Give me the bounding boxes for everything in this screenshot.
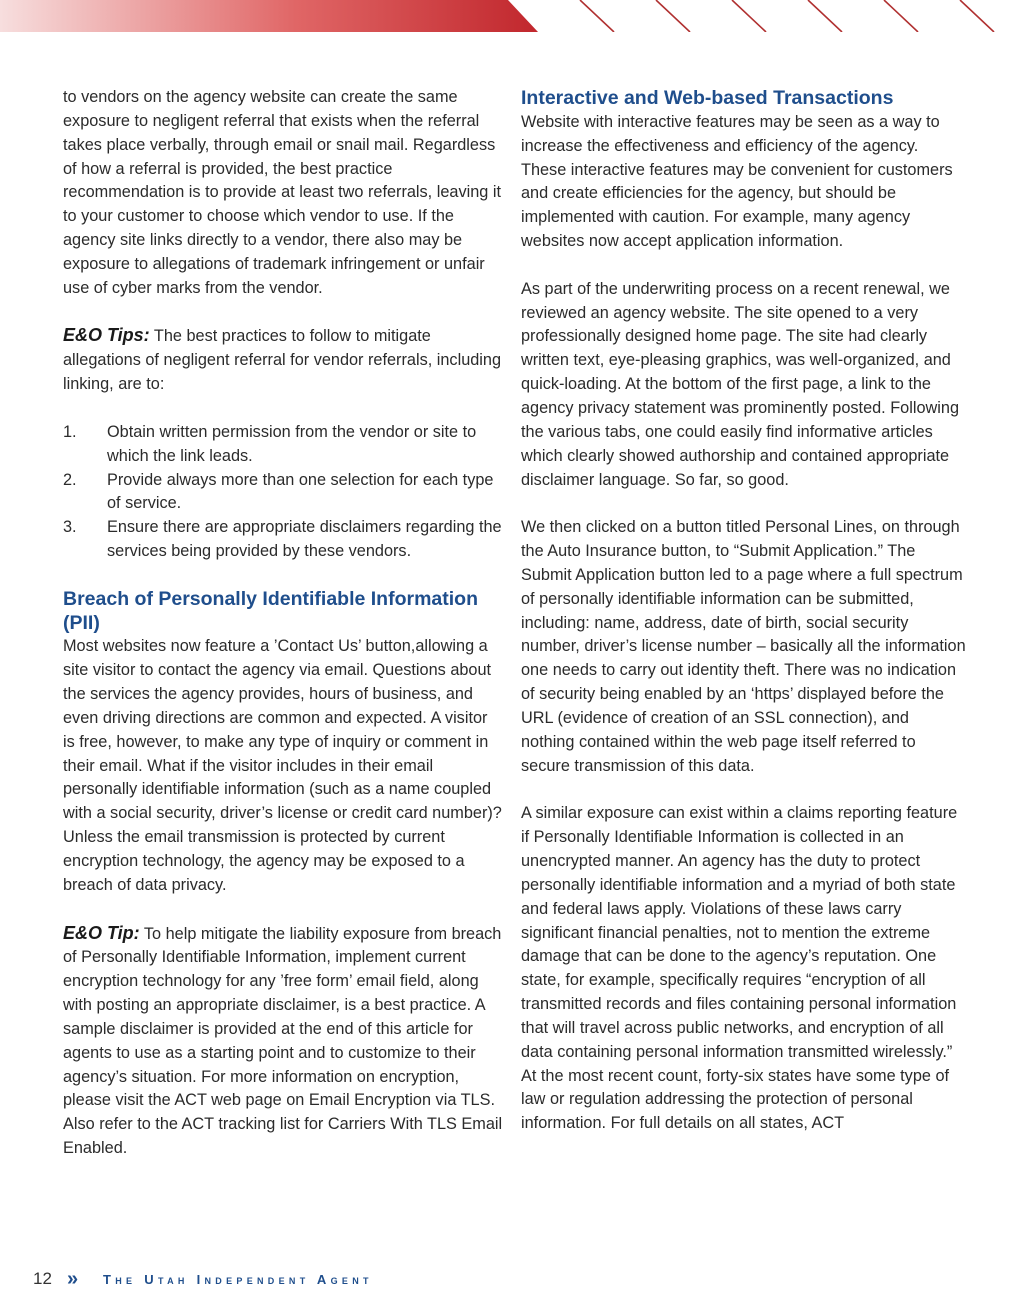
interactive-paragraph-4: A similar exposure can exist within a claims reporting feature if Personally Identifiable Information is collected in an unencrypted manner. An agency has the duty to protect personally identifiable information and a myriad of both state and federal laws apply. Violations of these laws carry significant financial penalties, not to mention the extreme damage that can be done to the agency’s reputation. One state, for example, specifically requires “encryption of all transmitted records and files containing personal information that will travel across public networks, and encryption of all data containing personal information transmitted wirelessly.” At the most recent count, forty-six states have some type of law or regulation addressing the protection of personal information. For full details on all states, ACT (521, 804, 958, 1133)
header-stripes (580, 0, 994, 32)
interactive-paragraph-1: Website with interactive features may be seen as a way to increase the effectiveness and efficiency of the agency. These interactive features may be convenient for customers and create efficiencies for the agency, but should be implemented with caution. For example, many agency websites now accept application information. (521, 112, 953, 251)
list-item (63, 516, 503, 564)
list-item-number: 3. (63, 518, 77, 537)
double-chevron-icon: » (67, 1267, 77, 1290)
eo-tips-text: The best practices to follow to mitigate allegations of negligent referral for vendor referrals, including linking, are to: (63, 327, 502, 394)
eo-tip-label: E&O Tip: (63, 922, 140, 943)
interactive-paragraph-3: We then clicked on a button titled Personal Lines, on through the Auto Insurance button, to “Submit Application.” The Submit Application button led to a page where a full spectrum of personally identifiable information can be submitted, including: name, address, date of birth, social security number, driver’s license number – basically all the information one needs to carry out identity theft. There was no indication of security being enabled by an ‘https’ displayed before the URL (evidence of creation of an SSL connection), and nothing contained within the web page itself referred to secure transmission of this data. (521, 518, 966, 775)
header-band (0, 0, 1024, 32)
interactive-heading: Interactive and Web-based Transactions (521, 87, 894, 109)
right-column (521, 86, 966, 1136)
interactive-paragraph-2: As part of the underwriting process on a recent renewal, we reviewed an agency website. The site opened to a very professionally designed home page. The site had clearly written text, eye-pleasing graphics, was well-organized, and quick-loading. At the bottom of the first page, a link to the agency privacy statement was prominently posted. Following the various tabs, one could easily find informative articles which clearly showed authorship and contained appropriate disclaimer language. So far, so good. (521, 279, 959, 489)
pii-heading: Breach of Personally Identifiable Information (PII) (63, 587, 478, 634)
left-column (63, 86, 503, 1161)
list-item (63, 469, 503, 517)
list-item-number: 2. (63, 470, 77, 489)
intro-paragraph: to vendors on the agency website can create the same exposure to negligent referral that exists when the referral takes place verbally, through email or snail mail. Regardless of how a referral is provided, the best practice recommendation is to provide at least two referrals, leaving it to your customer to choose which vendor to use. If the agency site links directly to a vendor, there also may be exposure to allegations of trademark infringement or unfair use of cyber marks from the vendor. (63, 88, 501, 297)
list-item (63, 421, 503, 469)
eo-tip-text: To help mitigate the liability exposure from breach of Personally Identifiable Information, implement current encryption technology for any ’free form’ email field, along with posting an appropriate disclaimer, is a best practice. A sample disclaimer is provided at the end of this article for agents to use as a starting point and to customize to their agency’s situation. For more information on encryption, please visit the ACT web page on Email Encryption via TLS. Also refer to the ACT tracking list for Carriers With TLS Email Enabled. (63, 924, 503, 1158)
eo-tips-paragraph (63, 324, 503, 397)
list-item-text: Ensure there are appropriate disclaimers regarding the services being provided by these vendors. (107, 518, 502, 561)
header-red-band (0, 0, 538, 32)
pii-paragraph: Most websites now feature a ’Contact Us’ button,allowing a site visitor to contact the agency via email. Questions about the services the agency provides, hours of business, and even driving directions are common and expected. A visitor is free, however, to make any type of inquiry or comment in their email. What if the visitor includes in their email personally identifiable information (such as a name coupled with a social security, driver’s license or credit card number)? Unless the email transmission is protected by current encryption technology, the agency may be exposed to a breach of data privacy. (63, 637, 502, 894)
eo-tip-paragraph (63, 922, 503, 1161)
publication-title: The Utah Independent Agent (103, 1271, 373, 1287)
list-item-number: 1. (63, 422, 77, 441)
eo-tips-label: E&O Tips: (63, 325, 150, 346)
list-item-text: Provide always more than one selection for each type of service. (107, 470, 494, 513)
best-practices-list (63, 421, 503, 564)
page-number: 12 (33, 1269, 52, 1288)
page-footer (33, 1267, 373, 1291)
list-item-text: Obtain written permission from the vendor or site to which the link leads. (107, 422, 477, 465)
